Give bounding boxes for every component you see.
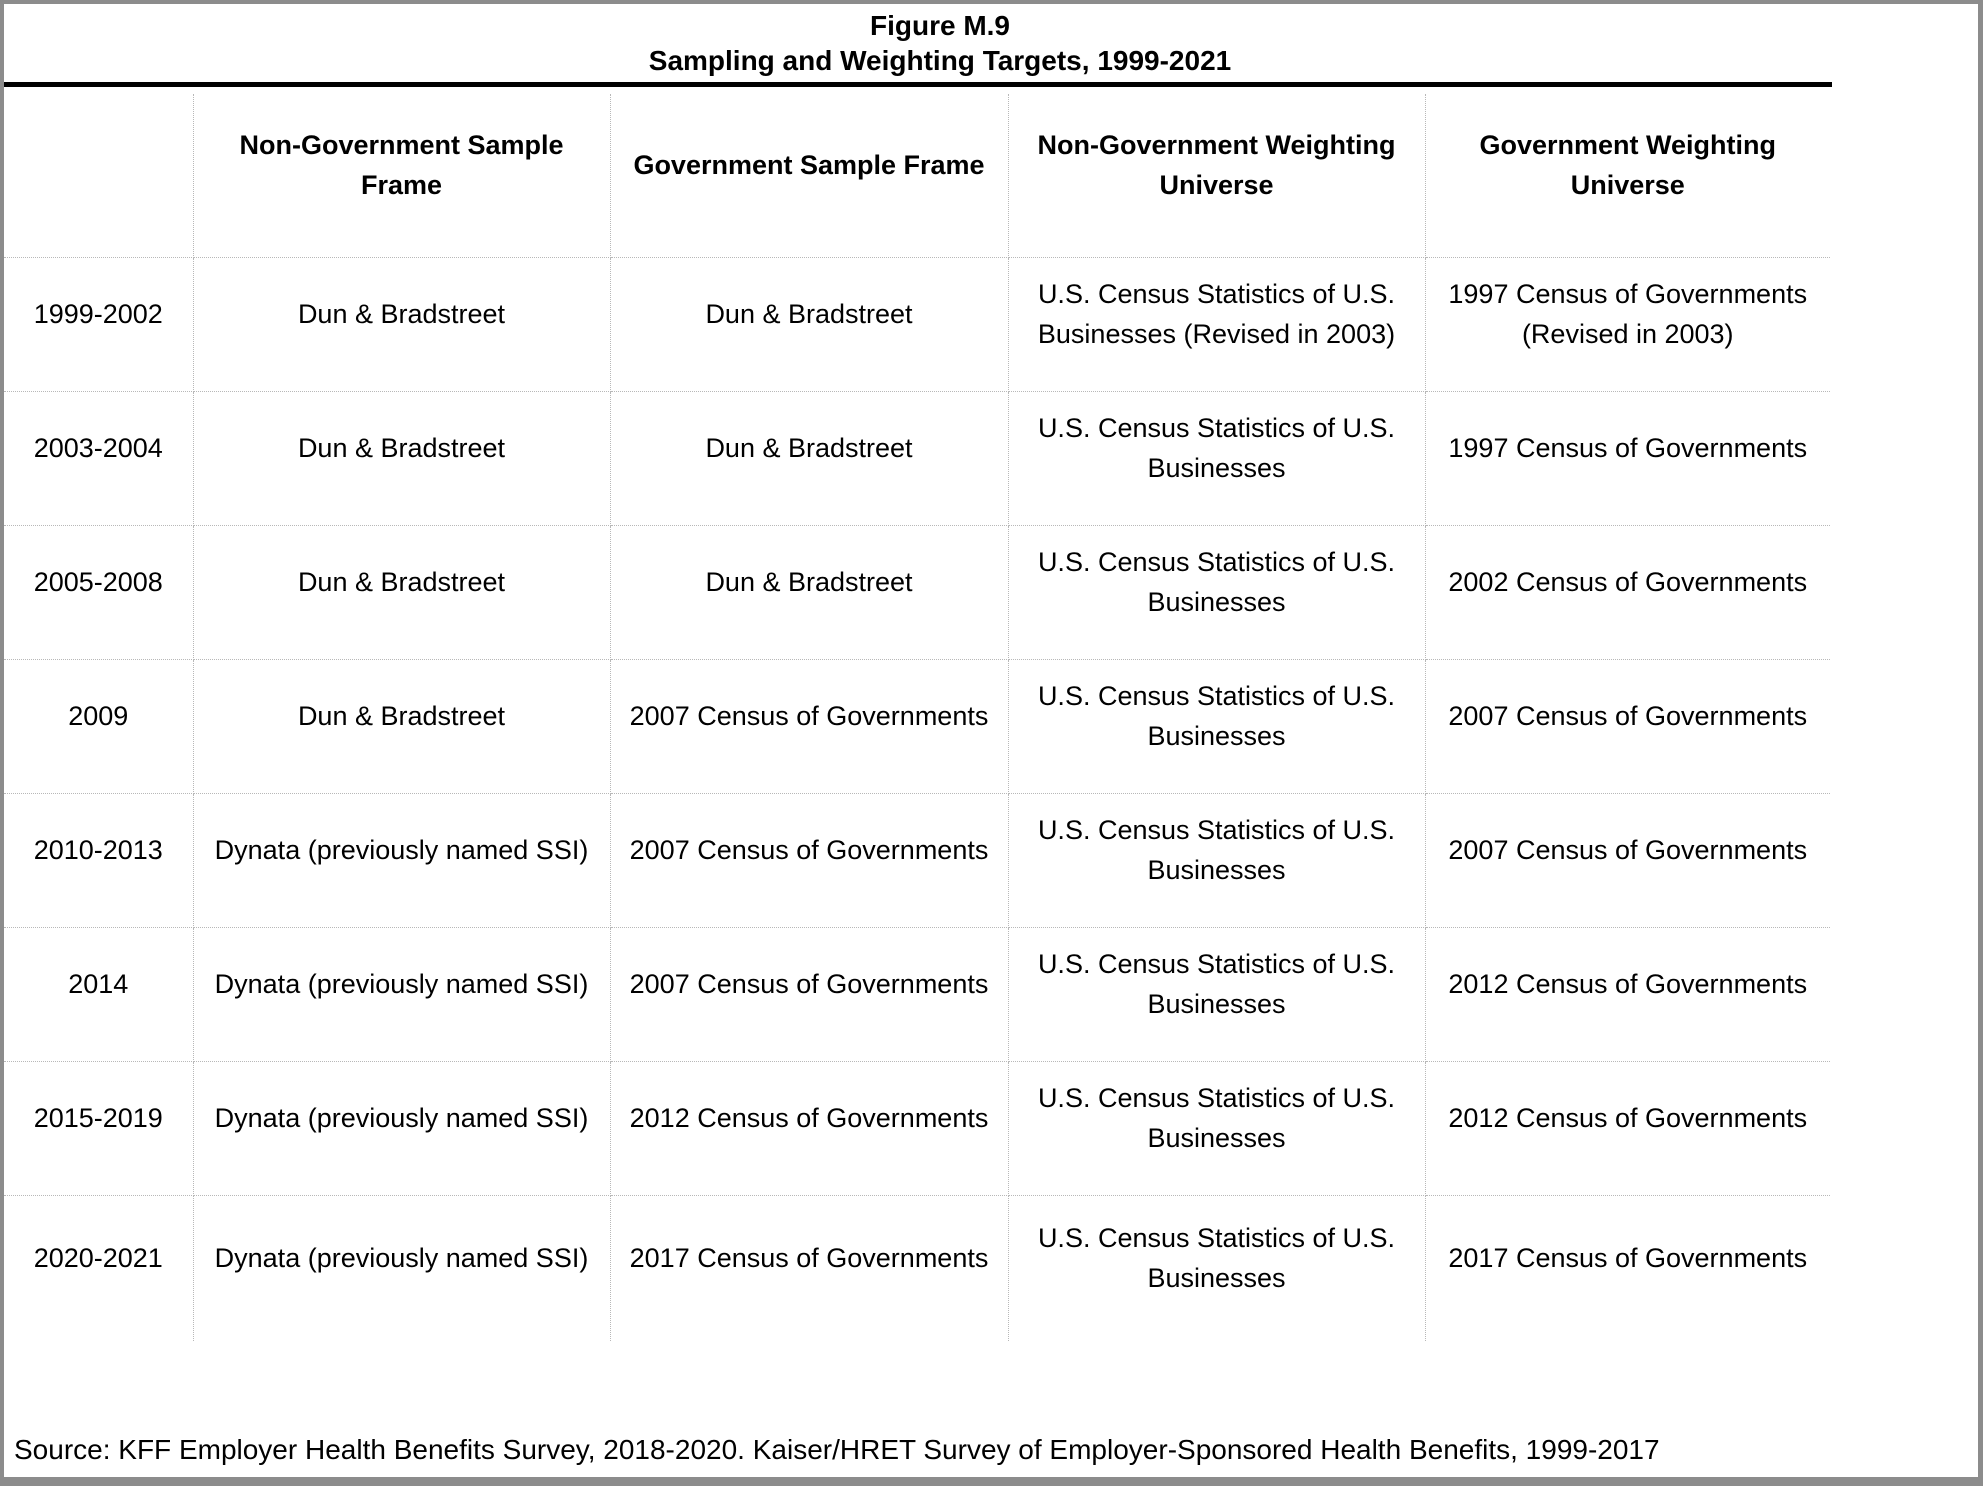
table-row-1999-2002 xyxy=(4,258,1830,392)
cell-non-gov-sample-frame: Dynata (previously named SSI) xyxy=(193,794,610,928)
cell-year: 2003-2004 xyxy=(4,392,193,526)
cell-year: 1999-2002 xyxy=(4,258,193,392)
cell-non-gov-weighting-universe: U.S. Census Statistics of U.S. Businesses xyxy=(1008,1196,1425,1342)
cell-gov-weighting-universe: 2007 Census of Governments xyxy=(1425,794,1830,928)
cell-non-gov-weighting-universe: U.S. Census Statistics of U.S. Businesses xyxy=(1008,1062,1425,1196)
col-header-non-gov-sample-frame: Non-Government Sample Frame xyxy=(193,94,610,258)
cell-gov-weighting-universe: 2007 Census of Governments xyxy=(1425,660,1830,794)
cell-gov-sample-frame: Dun & Bradstreet xyxy=(610,258,1008,392)
cell-year: 2009 xyxy=(4,660,193,794)
cell-non-gov-sample-frame: Dun & Bradstreet xyxy=(193,392,610,526)
figure-number: Figure M.9 xyxy=(869,10,1010,41)
col-header-gov-sample-frame: Government Sample Frame xyxy=(610,94,1008,258)
cell-gov-weighting-universe: 1997 Census of Governments xyxy=(1425,392,1830,526)
cell-gov-weighting-universe: 2012 Census of Governments xyxy=(1425,928,1830,1062)
cell-non-gov-weighting-universe: U.S. Census Statistics of U.S. Businesses xyxy=(1008,660,1425,794)
table-row-2020-2021 xyxy=(4,1196,1830,1342)
cell-non-gov-weighting-universe: U.S. Census Statistics of U.S. Businesses xyxy=(1008,526,1425,660)
cell-non-gov-sample-frame: Dynata (previously named SSI) xyxy=(193,928,610,1062)
col-header-non-gov-weighting-universe: Non-Government Weighting Universe xyxy=(1008,94,1425,258)
figure-subtitle: Sampling and Weighting Targets, 1999-2021 xyxy=(648,45,1232,76)
source-note: Source: KFF Employer Health Benefits Survey, 2018-2020. Kaiser/HRET Survey of Employer-Sponsored Health Benefits, 1999-2017 xyxy=(14,1434,1660,1465)
cell-gov-sample-frame: 2007 Census of Governments xyxy=(610,660,1008,794)
cell-year: 2020-2021 xyxy=(4,1196,193,1342)
cell-non-gov-sample-frame: Dynata (previously named SSI) xyxy=(193,1062,610,1196)
table-row-2009 xyxy=(4,660,1830,794)
table-row-2014 xyxy=(4,928,1830,1062)
cell-gov-sample-frame: 2007 Census of Governments xyxy=(610,794,1008,928)
cell-non-gov-sample-frame: Dun & Bradstreet xyxy=(193,258,610,392)
cell-year: 2010-2013 xyxy=(4,794,193,928)
cell-year: 2005-2008 xyxy=(4,526,193,660)
cell-year: 2015-2019 xyxy=(4,1062,193,1196)
cell-non-gov-sample-frame: Dun & Bradstreet xyxy=(193,660,610,794)
figure-title-block xyxy=(4,4,1876,78)
cell-gov-sample-frame: 2007 Census of Governments xyxy=(610,928,1008,1062)
col-header-gov-weighting-universe: Government Weighting Universe xyxy=(1425,94,1830,258)
table-row-2003-2004 xyxy=(4,392,1830,526)
col-header-year-blank xyxy=(4,94,193,258)
cell-gov-weighting-universe: 2002 Census of Governments xyxy=(1425,526,1830,660)
cell-gov-weighting-universe: 2017 Census of Governments xyxy=(1448,1242,1808,1273)
cell-gov-weighting-universe: 2012 Census of Governments xyxy=(1425,1062,1830,1196)
cell-non-gov-weighting-universe: U.S. Census Statistics of U.S. Businesses xyxy=(1008,794,1425,928)
header-row xyxy=(4,94,1830,258)
cell-gov-sample-frame: Dun & Bradstreet xyxy=(610,526,1008,660)
cell-year: 2014 xyxy=(4,928,193,1062)
cell-non-gov-sample-frame: Dun & Bradstreet xyxy=(193,526,610,660)
sampling-weighting-targets-table xyxy=(4,94,1830,1341)
table-row-2015-2019 xyxy=(4,1062,1830,1196)
cell-non-gov-weighting-universe: U.S. Census Statistics of U.S. Businesses xyxy=(1008,392,1425,526)
cell-gov-weighting-universe: 1997 Census of Governments (Revised in 2003) xyxy=(1425,258,1830,392)
cell-non-gov-weighting-universe: U.S. Census Statistics of U.S. Businesses xyxy=(1008,928,1425,1062)
cell-gov-sample-frame: 2017 Census of Governments xyxy=(610,1196,1008,1342)
title-divider-rule xyxy=(4,82,1832,87)
table-row-2010-2013 xyxy=(4,794,1830,928)
cell-non-gov-sample-frame: Dynata (previously named SSI) xyxy=(193,1196,610,1342)
cell-non-gov-weighting-universe: U.S. Census Statistics of U.S. Businesses (Revised in 2003) xyxy=(1008,258,1425,392)
table-row-2005-2008 xyxy=(4,526,1830,660)
cell-gov-sample-frame: Dun & Bradstreet xyxy=(610,392,1008,526)
cell-gov-sample-frame: 2012 Census of Governments xyxy=(610,1062,1008,1196)
